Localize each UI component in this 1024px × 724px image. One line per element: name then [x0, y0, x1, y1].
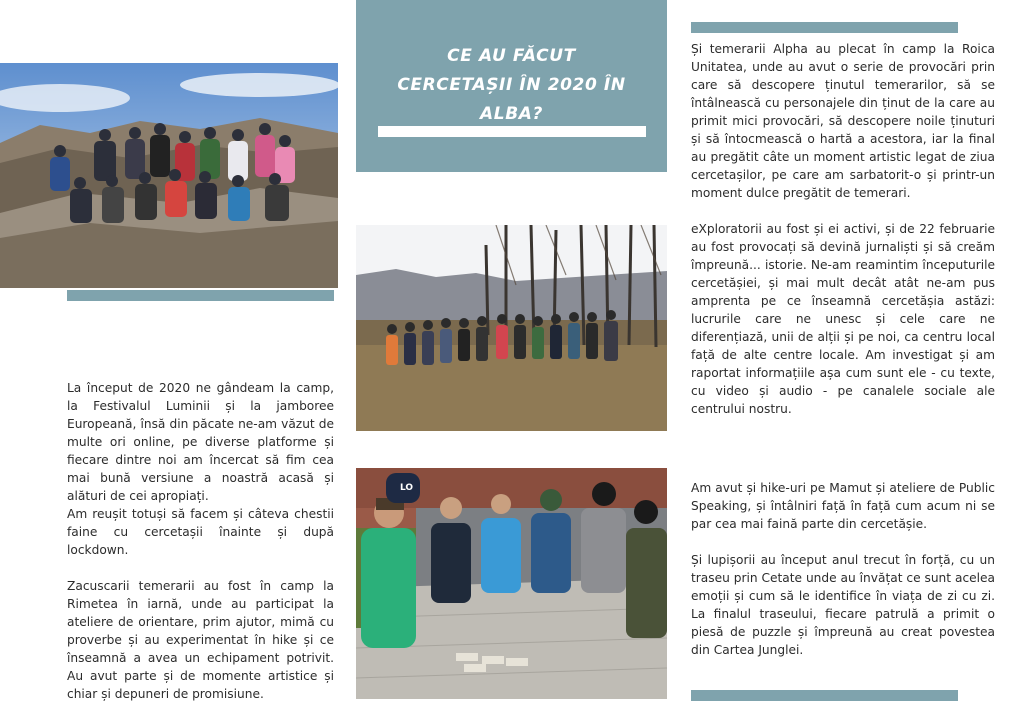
right-column-text-bottom — [691, 479, 995, 659]
photo-kids-puzzle — [356, 468, 667, 699]
title-box — [356, 0, 667, 172]
title-divider — [378, 126, 646, 137]
right-paragraph-3: Am avut și hike-uri pe Mamut și ateliere de Public Speaking, și întâlniri față în față cum acum ni se par cea mai faină parte din cercetășie. — [691, 481, 995, 531]
right-bottom-bar — [691, 690, 958, 701]
right-paragraph-1: Și temerarii Alpha au plecat în camp la Roica Unitatea, unde au avut o serie de provocări prin care să descopere ținutul temerarilor, să se întâlnească cu personajele din ținut de la care au primit mici provocări, să descopere noile ținuturi și să întocmească o hartă a acestora, iar la final au pregătit câte un moment artistic legat de ziua cercetașilor, pe care am sarbatorit-o și printr-un moment dulce pregătit de temerari. — [691, 42, 995, 200]
left-paragraph-2: Am reușit totuși să facem și câteva chestii faine cu cercetașii înainte și după lockdown. — [67, 507, 334, 557]
photo-forest-group — [356, 225, 667, 431]
left-paragraph-1: La început de 2020 ne gândeam la camp, la Festivalul Luminii și la jamboree Europeană, însă din păcate ne-am văzut de multe ori online, pe diverse platforme și fiecare dintre noi am încercat să fim cea mai bună versiune a noastră acasă și alături de cei apropiați. — [67, 381, 334, 503]
right-paragraph-4: Și lupișorii au început anul trecut în forță, cu un traseu prin Cetate unde au învățat ce sunt acelea emoții și cum să le identifice în viața de zi cu zi. La finalul traseului, fiecare patrulă a primit o piesă de puzzle și împreună au creat povestea din Cartea Junglei. — [691, 553, 995, 657]
page-title: CE AU FĂCUT CERCETAȘII ÎN 2020 ÎN ALBA? — [397, 46, 626, 124]
photo1-underline-bar — [67, 290, 334, 301]
photo3-sign-text: LO — [400, 483, 414, 493]
left-column-text — [67, 379, 334, 703]
right-top-bar — [691, 22, 958, 33]
right-column-text-top — [691, 40, 995, 418]
photo-group-mountain — [0, 63, 338, 288]
right-paragraph-2: eXploratorii au fost și ei activi, și de 22 februarie au fost provocați să devină jurnaliști și să creăm împreună... istorie. Ne-am reamintim începuturile cercetășiei, și mai mult decât atât ne-am pus amprenta pe ce înseamnă cercetășia astăzi: lucrurile care ne unesc și cele care ne diferențiază, unii de alții și pe noi, ca centru local față de alte centre locale. Am investigat și am raportat informațiile așa cum sunt ele - cu texte, cu video și audio - pe canalele sociale ale centrului nostru. — [691, 222, 995, 416]
left-paragraph-3: Zacuscarii temerarii au fost în camp la Rimetea în iarnă, unde au participat la ateliere de orientare, prim ajutor, mimă cu proverbe și au experimentat în hike și ce înseamnă a avea un echipament potrivit. Au avut parte și de momente artistice și chiar și depuneri de promisiune. — [67, 579, 334, 701]
